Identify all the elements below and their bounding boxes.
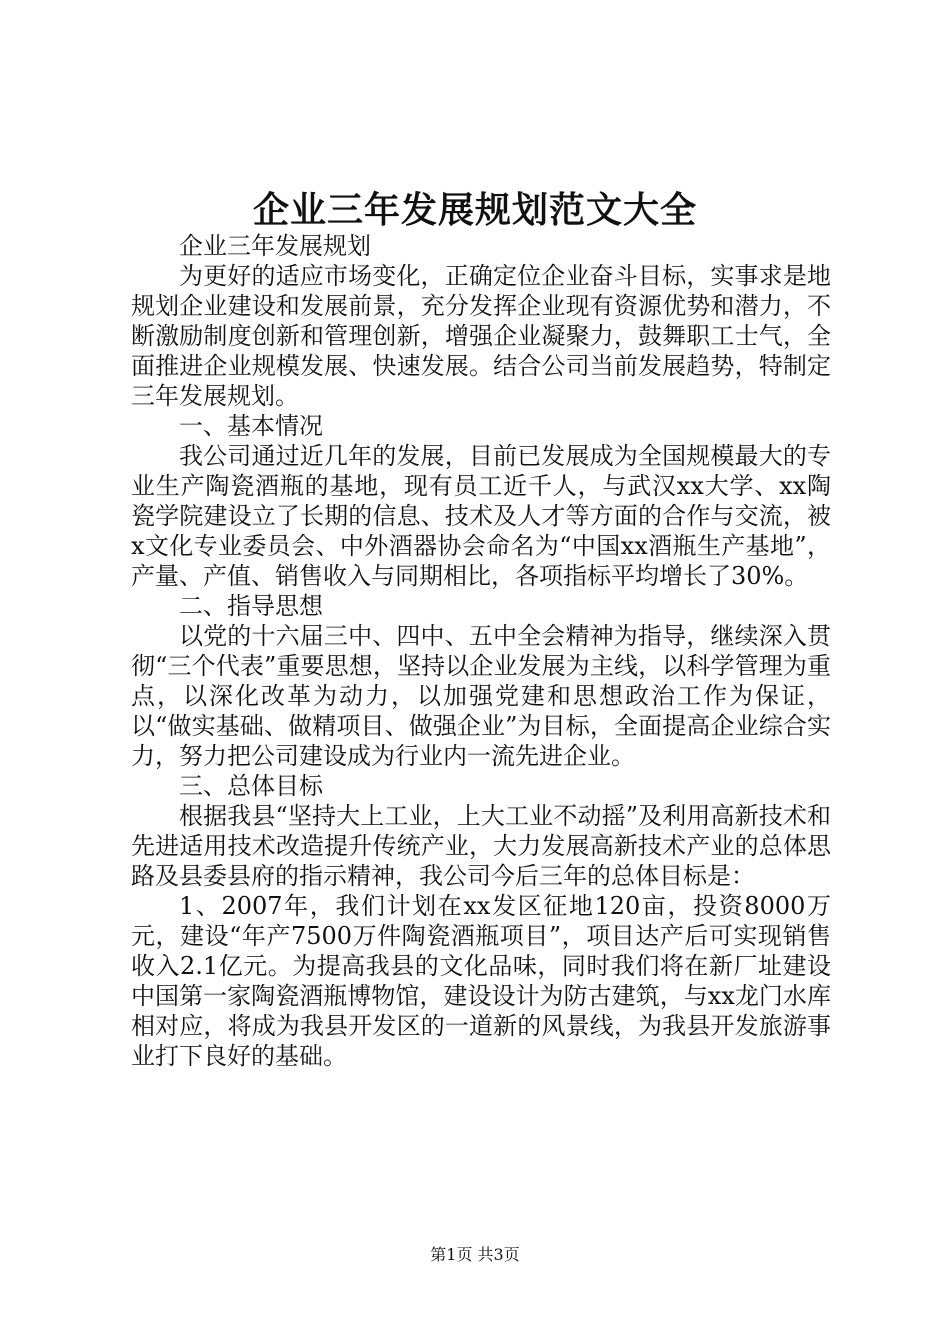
paragraph-guiding: 以党的十六届三中、四中、五中全会精神为指导，继续深入贯彻“三个代表”重要思想，坚持以企业发展为主线，以科学管理为重点，以深化改革为动力，以加强党建和思想政治工作为保证，以“做实基础、做精项目、做强企业”为目标，全面提高企业综合实力，努力把公司建设成为行业内一流先进企业。 [131,622,831,770]
paragraph-goals: 根据我县“坚持大上工业，上大工业不动摇”及利用高新技术和先进适用技术改造提升传统产业，大力发展高新技术产业的总体思路及县委县府的指示精神，我公司今后三年的总体目标是： [131,802,831,890]
page-footer: 第1页 共3页 [430,1245,520,1264]
document-title: 企业三年发展规划范文大全 [252,189,697,231]
section-heading-basic: 一、基本情况 [179,412,323,440]
section-heading-guiding: 二、指导思想 [179,592,323,620]
paragraph-intro: 为更好的适应市场变化，正确定位企业奋斗目标，实事求是地规划企业建设和发展前景，充分发挥企业现有资源优势和潜力，不断激励制度创新和管理创新，增强企业凝聚力，鼓舞职工士气，全面推进企业规模发展、快速发展。结合公司当前发展趋势，特制定三年发展规划。 [131,262,831,410]
document-body [131,231,831,1071]
paragraph-goal-item-1: 1、2007年，我们计划在xx发区征地120亩，投资8000万元，建设“年产7500万件陶瓷酒瓶项目”，项目达产后可实现销售收入2.1亿元。为提高我县的文化品味，同时我们将在新厂址建设中国第一家陶瓷酒瓶博物馆，建设设计为防古建筑，与xx龙门水库相对应，将成为我县开发区的一道新的风景线，为我县开发旅游事业打下良好的基础。 [131,892,831,1070]
section-heading-goals: 三、总体目标 [179,772,323,800]
paragraph-subtitle: 企业三年发展规划 [179,232,371,260]
paragraph-basic: 我公司通过近几年的发展，目前已发展成为全国规模最大的专业生产陶瓷酒瓶的基地，现有员工近千人，与武汉xx大学、xx陶瓷学院建设立了长期的信息、技术及人才等方面的合作与交流，被x文化专业委员会、中外酒器协会命名为“中国xx酒瓶生产基地”，产量、产值、销售收入与同期相比，各项指标平均增长了30%。 [131,442,831,590]
